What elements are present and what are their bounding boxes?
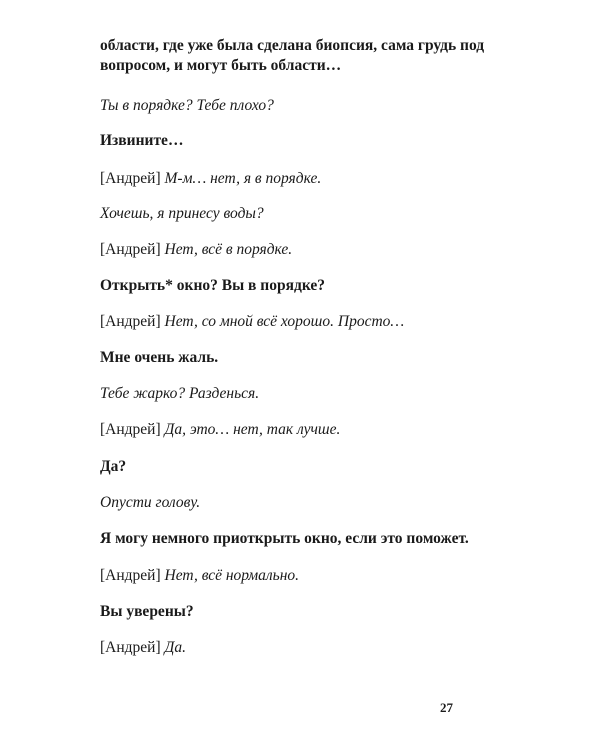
speaker-reply: Да.	[164, 639, 186, 656]
speaker-reply: Нет, всё в порядке.	[164, 241, 293, 258]
dialogue-line-11	[100, 420, 520, 440]
dialogue-line-16: Вы уверены?	[100, 603, 194, 620]
dialogue-line-13: Опусти голову.	[100, 494, 201, 511]
dialogue-line-17	[100, 638, 520, 658]
dialogue-line-14: Я могу немного приоткрыть окно, если это поможет.	[100, 530, 469, 547]
dialogue-line-8	[100, 312, 520, 332]
dialogue-line-7: Открыть* окно? Вы в порядке?	[100, 277, 326, 294]
speaker-reply: М-м… нет, я в порядке.	[164, 170, 322, 187]
dialogue-line-10: Тебе жарко? Разденься.	[100, 385, 260, 402]
speaker-label: [Андрей]	[100, 567, 161, 584]
dialogue-line-15	[100, 566, 520, 586]
speaker-label: [Андрей]	[100, 241, 161, 258]
speaker-label: [Андрей]	[100, 639, 161, 656]
dialogue-line-6	[100, 240, 520, 260]
dialogue-line-2: Ты в порядке? Тебе плохо?	[100, 97, 274, 114]
speaker-reply: Нет, всё нормально.	[164, 567, 300, 584]
speaker-label: [Андрей]	[100, 313, 161, 330]
dialogue-line-9: Мне очень жаль.	[100, 349, 219, 366]
paragraph-1-line-1: области, где уже была сделана биопсия, сама грудь под	[100, 37, 485, 54]
speaker-label: [Андрей]	[100, 421, 161, 438]
dialogue-line-12: Да?	[100, 458, 127, 475]
dialogue-line-3: Извините…	[100, 132, 184, 149]
page-number: 27	[440, 700, 453, 715]
speaker-label: [Андрей]	[100, 170, 161, 187]
speaker-reply: Да, это… нет, так лучше.	[164, 421, 341, 438]
speaker-reply: Нет, со мной всё хорошо. Просто…	[164, 313, 405, 330]
dialogue-line-5: Хочешь, я принесу воды?	[100, 205, 264, 222]
dialogue-line-4	[100, 169, 520, 189]
paragraph-1-line-2: вопросом, и могут быть области…	[100, 57, 342, 74]
